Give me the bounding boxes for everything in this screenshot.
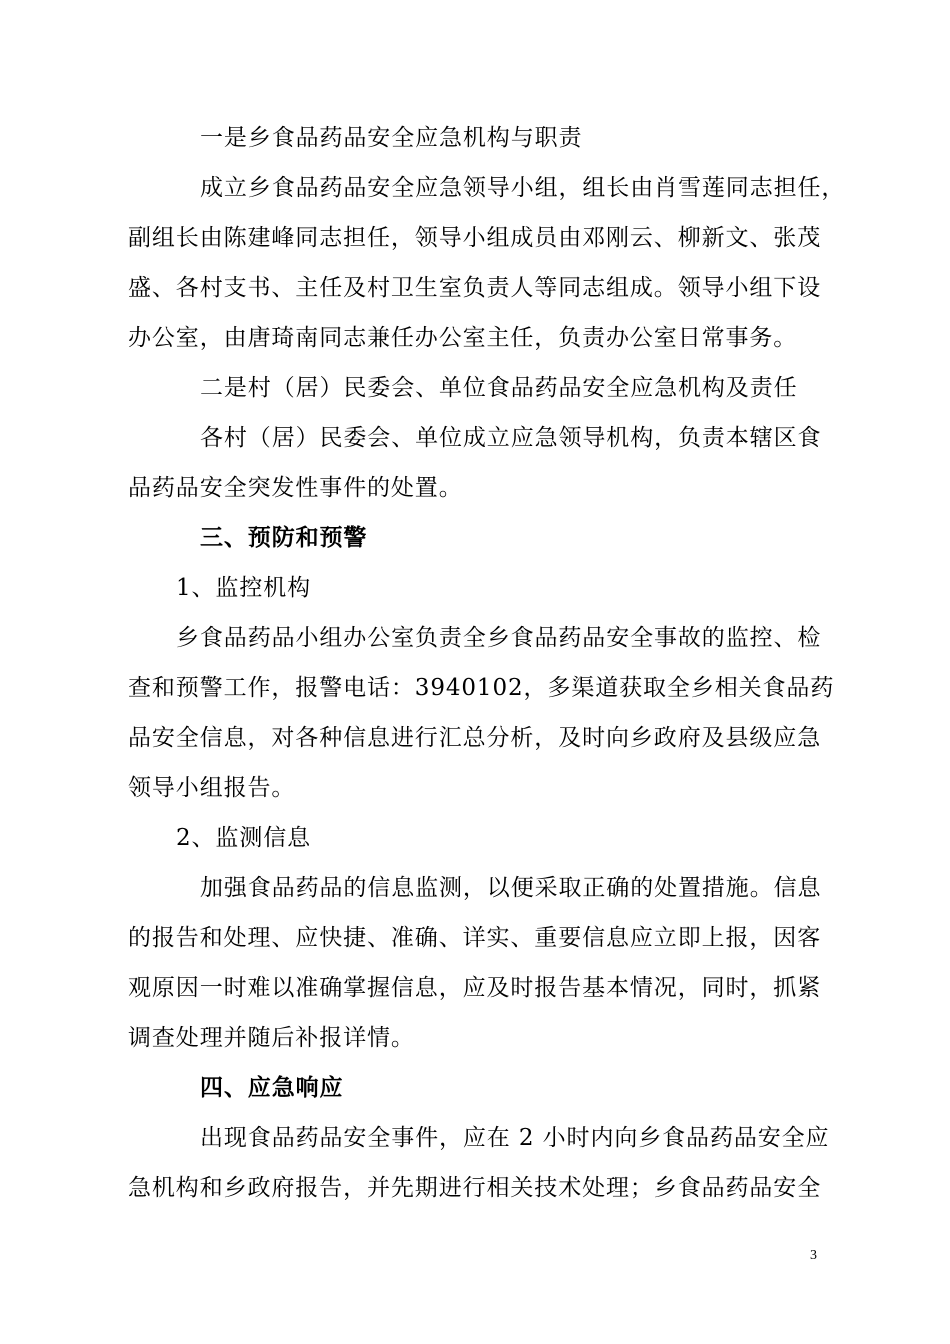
paragraph-line: 盛、各村支书、主任及村卫生室负责人等同志组成。领导小组下设 <box>128 275 822 301</box>
paragraph-line: 品药品安全突发性事件的处置。 <box>128 475 463 501</box>
paragraph-line: 查和预警工作，报警电话：3940102，多渠道获取全乡相关食品药 <box>128 675 835 701</box>
subheading-township-agency: 一是乡食品药品安全应急机构与职责 <box>200 125 583 151</box>
paragraph-line: 办公室，由唐琦南同志兼任办公室主任，负责办公室日常事务。 <box>128 325 798 351</box>
subheading-village-agency: 二是村（居）民委会、单位食品药品安全应急机构及责任 <box>200 375 798 401</box>
paragraph-line: 加强食品药品的信息监测，以便采取正确的处置措施。信息 <box>200 875 822 901</box>
paragraph-line: 观原因一时难以准确掌握信息，应及时报告基本情况，同时，抓紧 <box>128 975 822 1001</box>
paragraph-line: 调查处理并随后补报详情。 <box>128 1025 415 1051</box>
subheading-monitoring-agency: 1、监控机构 <box>176 575 312 601</box>
paragraph-line: 出现食品药品安全事件，应在 2 小时内向乡食品药品安全应 <box>200 1125 830 1151</box>
paragraph-line: 的报告和处理、应快捷、准确、详实、重要信息应立即上报，因客 <box>128 925 822 951</box>
page-number: 3 <box>810 1248 817 1263</box>
paragraph-line: 各村（居）民委会、单位成立应急领导机构，负责本辖区食 <box>200 425 822 451</box>
paragraph-line: 副组长由陈建峰同志担任，领导小组成员由邓刚云、柳新文、张茂 <box>128 225 822 251</box>
paragraph-line: 领导小组报告。 <box>128 775 296 801</box>
paragraph-line: 急机构和乡政府报告，并先期进行相关技术处理；乡食品药品安全 <box>128 1175 822 1201</box>
paragraph-line: 品安全信息，对各种信息进行汇总分析，及时向乡政府及县级应急 <box>128 725 822 751</box>
paragraph-line: 乡食品药品小组办公室负责全乡食品药品安全事故的监控、检 <box>176 625 822 651</box>
section-heading-emergency-response: 四、应急响应 <box>200 1074 344 1101</box>
subheading-monitoring-info: 2、监测信息 <box>176 825 312 851</box>
paragraph-line: 成立乡食品药品安全应急领导小组，组长由肖雪莲同志担任， <box>200 175 846 201</box>
section-heading-prevention: 三、预防和预警 <box>200 524 368 551</box>
